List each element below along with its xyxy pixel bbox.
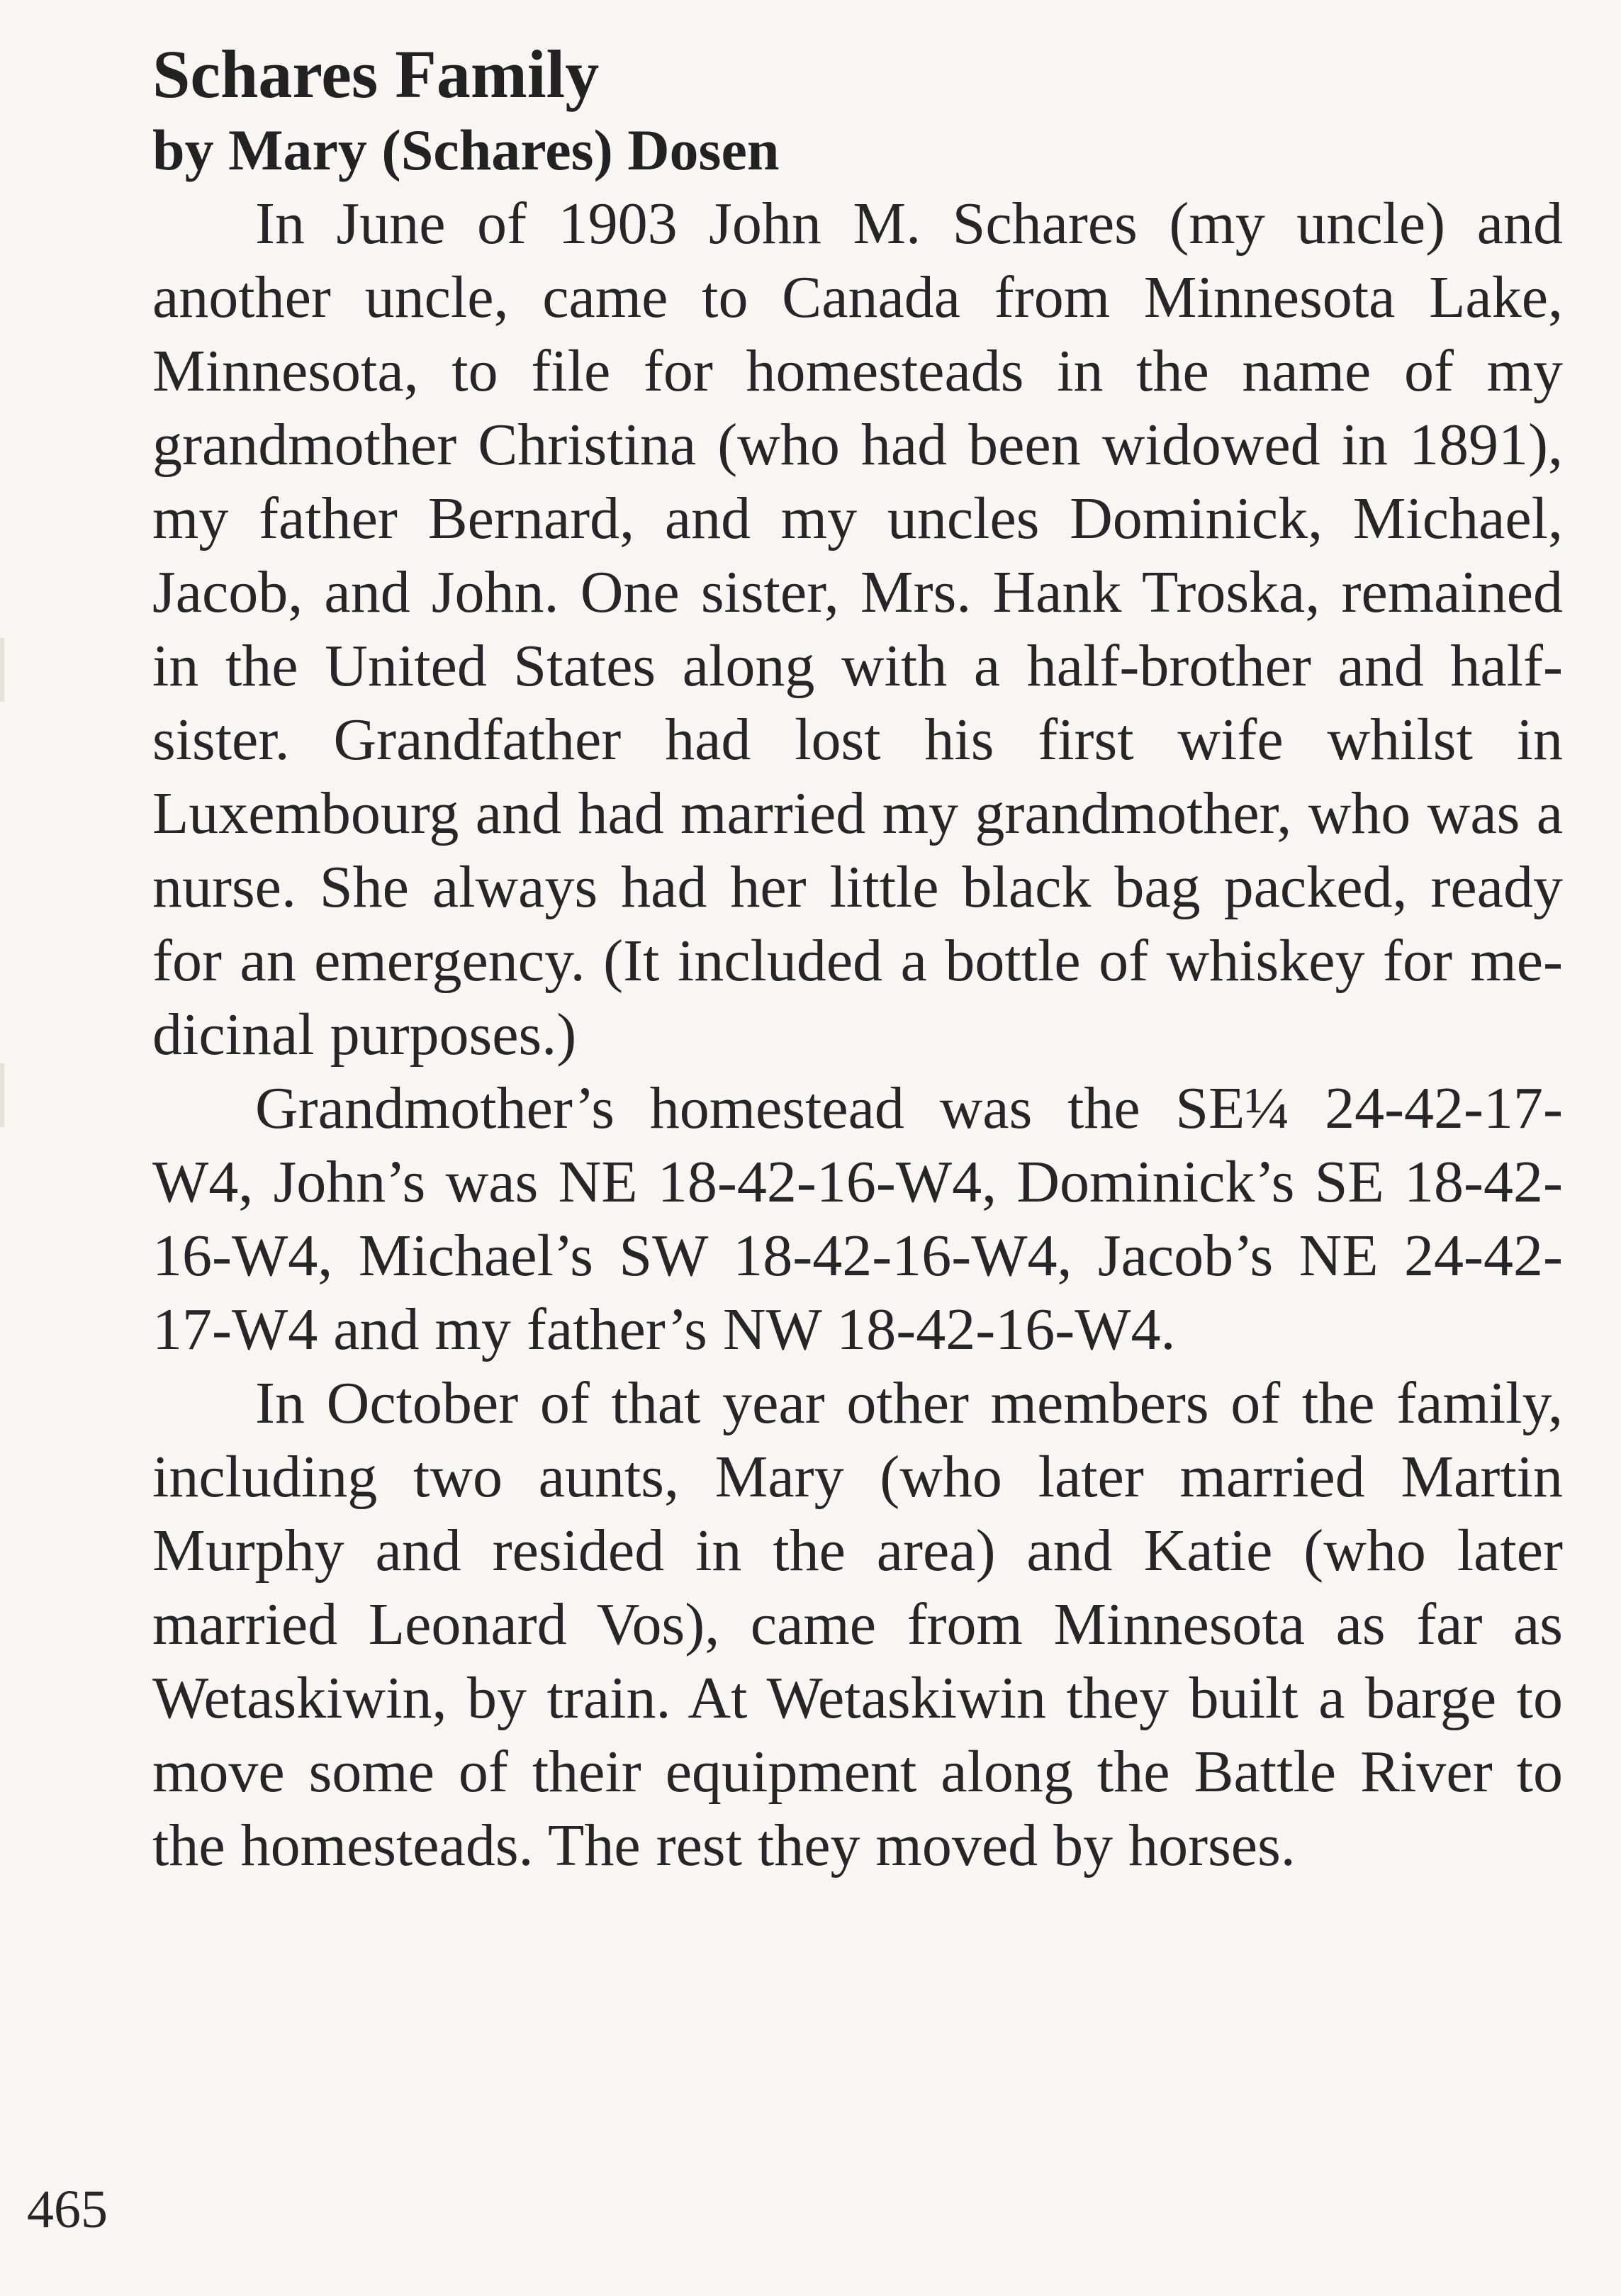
article-title: Schares Family: [152, 36, 600, 112]
paragraph-family-arrival: In October of that year other members of the family, including two aunts, Mary (who later married Martin Murphy and resided in the area) and Katie (who later married Leonard Vos), came from Minnesota as far as Wetaskiwin, by train. At Wetaskiwin they built a barge to move some of their equipment along the Battle River to the homesteads. The rest they moved by horses.: [152, 1370, 1563, 1878]
paragraph-homesteads-filing: In June of 1903 John M. Schares (my uncle) and another uncle, came to Canada from Minnesota Lake, Minnesota, to file for homesteads in the name of my grandmother Christina (who had been widowed in 1891), my father Bernard, and my uncles Dominick, Michael, Jacob, and John. One sister, Mrs. Hank Troska, remained in the United States along with a half-brother and half-sister. Grandfather had lost his first wife whilst in Luxembourg and had married my grandmother, who was a nurse. She always had her little black bag packed, ready for an emergency. (It included a bottle of whiskey for medicinal purposes.): [152, 191, 1563, 1068]
scan-edge-mark: [0, 638, 4, 702]
article-body: [152, 187, 1563, 1883]
scan-edge-mark: [0, 1063, 4, 1127]
paragraph-homestead-locations: Grandmother’s homestead was the SE¼ 24-42-17-W4, John’s was NE 18-42-16-W4, Dominick’s SE 18-42-16-W4, Michael’s SW 18-42-16-W4, Jacob’s NE 24-42-17-W4 and my father’s NW 18-42-16-W4.: [152, 1075, 1563, 1362]
article-byline: by Mary (Schares) Dosen: [152, 118, 780, 182]
page-number: 465: [27, 2180, 108, 2239]
article: [152, 35, 1563, 1883]
